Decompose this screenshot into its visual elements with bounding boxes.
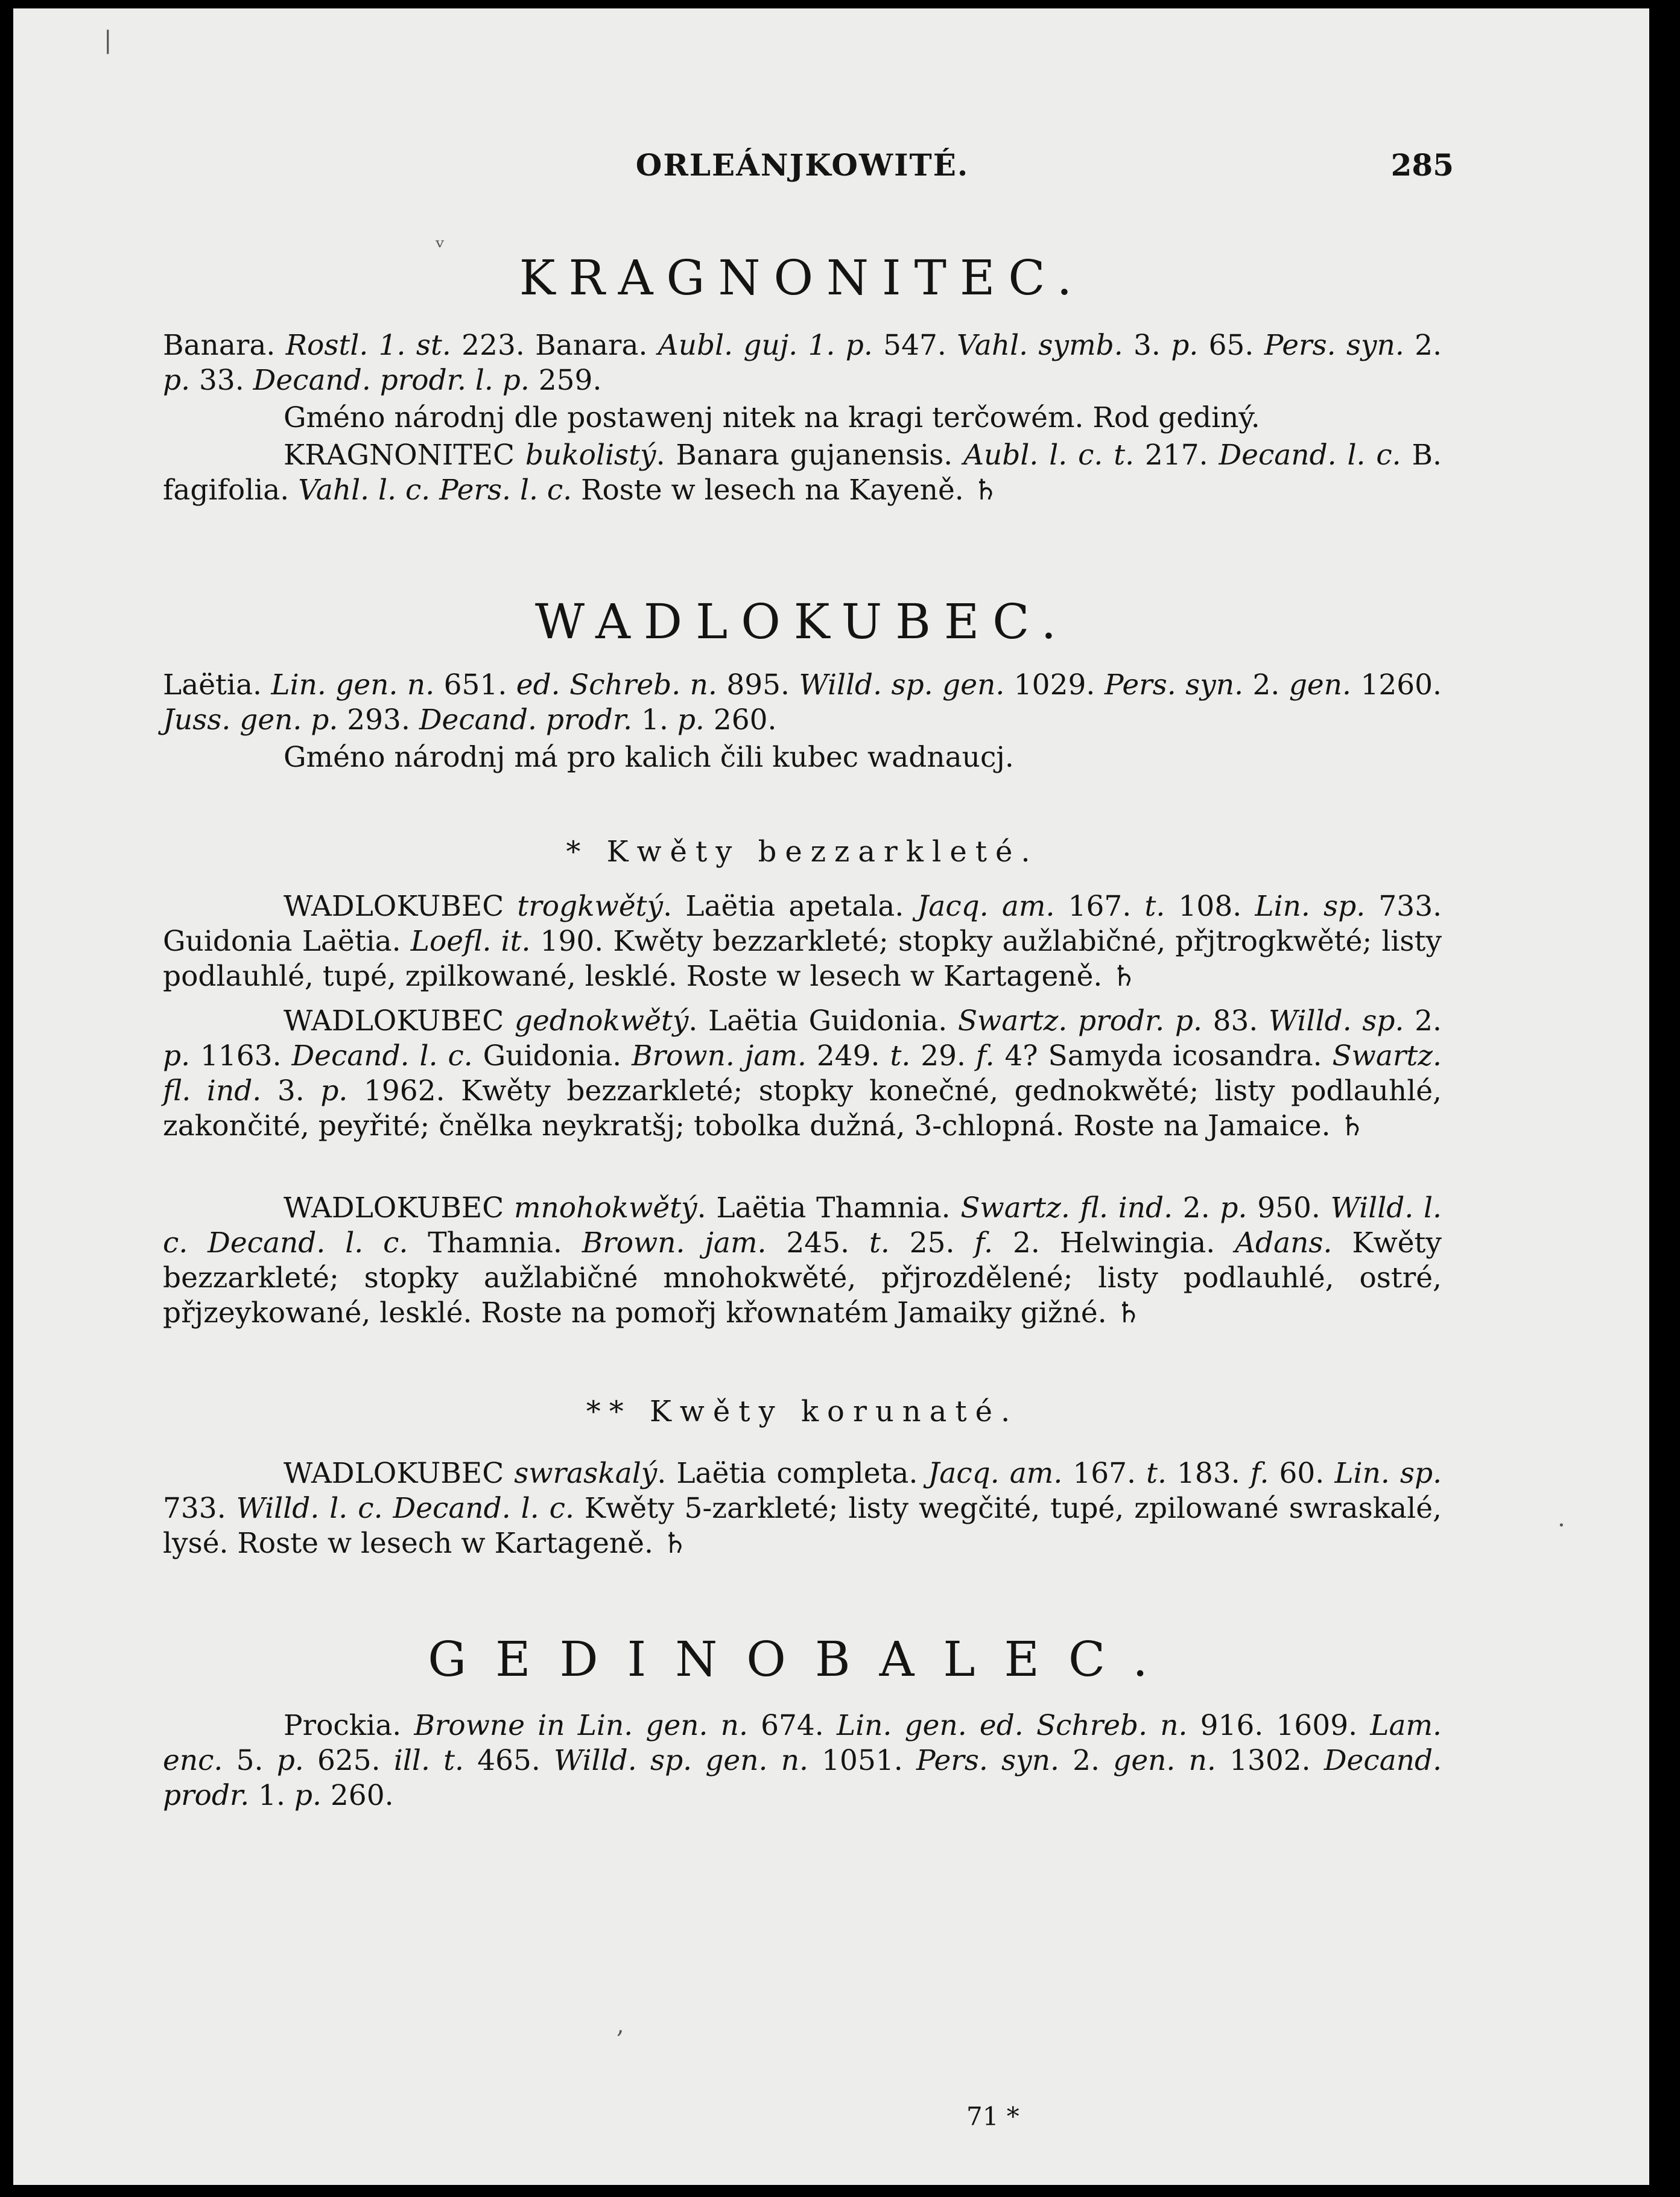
species-entry: WADLOKUBEC swraskalý. Laëtia completa. Jacq. am. 167. t. 183. f. 60. Lin. sp. 733. Willd. l. c. Decand. l. c. Kwěty 5-zarkleté; listy wegčité, tupé, zpilowané swraskalé, lysé. Roste w lesech w Kartageně. ♄ — [163, 1457, 1442, 1560]
signature-mark: 71 * — [966, 2102, 1019, 2131]
running-head: ORLEÁNJKOWITÉ. — [635, 147, 969, 183]
species-entry: WADLOKUBEC trogkwětý. Laëtia apetala. Jacq. am. 167. t. 108. Lin. sp. 733. Guidonia Laëtia. Loefl. it. 190. Kwěty bezzarkleté; stopky aužlabičné, přjtrogkwěté; listy podlauhlé, tupé, zpilkowané, lesklé. Roste w lesech w Kartageně. ♄ — [163, 890, 1442, 993]
page-header — [163, 147, 1454, 195]
page-number: 285 — [1390, 147, 1454, 183]
paragraph: Gméno národnj má pro kalich čili kubec wadnaucj. — [284, 741, 1014, 774]
paragraph: Prockia. Browne in Lin. gen. n. 674. Lin. gen. ed. Schreb. n. 916. 1609. Lam. enc. 5. p. 625. ill. t. 465. Willd. sp. gen. n. 1051. Pers. syn. 2. gen. n. 1302. Decand. prodr. 1. p. 260. — [163, 1709, 1442, 1812]
subsection-title: * Kwěty bezzarkleté. — [566, 835, 1039, 869]
paragraph: Laëtia. Lin. gen. n. 651. ed. Schreb. n. 895. Willd. sp. gen. 1029. Pers. syn. 2. gen. 1260. Juss. gen. p. 293. Decand. prodr. 1. p. 260. — [163, 668, 1442, 737]
species-entry: WADLOKUBEC mnohokwětý. Laëtia Thamnia. Swartz. fl. ind. 2. p. 950. Willd. l. c. Decand. l. c. Thamnia. Brown. jam. 245. t. 25. f. 2. Helwingia. Adans. Kwěty bezzarkleté; stopky aužlabičné mnohokwěté, přjrozdělené; listy podlauhlé, ostré, přjzeykowané, lesklé. Roste na pomořj křownatém Jamaiky gižné. ♄ — [163, 1191, 1442, 1330]
genus-title-wadlokubec: WADLOKUBEC. — [534, 594, 1070, 650]
book-page: ORLEÁNJKOWITÉ. 285 KRAGNONITEC. Banara. Rostl. 1. st. 223. Banara. Aubl. guj. 1. p. 547. Vahl. symb. 3. p. 65. Pers. syn. 2. p. 33. Decand. prodr. l. p. 259. Gméno národnj dle postawenj nitek na kragi terčowém. Rod gediný. KRAGNONITEC bukolistý. Banara gujanensis. Aubl. l. c. t. 217. Decand. l. c. B. fagifolia. Vahl. l. c. Pers. l. c. Roste w lesech na Kayeně. ♄ WADLOKUBEC. Laëtia. Lin. gen. n. 651. ed. Schreb. n. 895. Willd. sp. gen. 1029. Pers. syn. 2. gen. 1260. Juss. gen. p. 293. Decand. prodr. 1. p. 260. Gméno národnj má pro kalich čili kubec wadnaucj. * Kwěty bezzarkleté. WADLOKUBEC trogkwětý. Laëtia apetala. Jacq. am. 167. t. 108. Lin. sp. 733. Guidonia Laëtia. Loefl. it. 190. Kwěty bezzarkleté; stopky aužlabičné, přjtrogkwěté; listy podlauhlé, tupé, zpilkowané, lesklé. Roste w lesech w Kartageně. ♄ WADLOKUBEC gednokwětý. Laëtia Guidonia. Swartz. prodr. p. 83. Willd. sp. 2. p. 1163. Decand. l. c. Guidonia. Brown. jam. 249. t. 29. f. 4? Samyda icosandra. Swartz. fl. ind. 3. p. 1962. Kwěty bezzarkleté; stopky konečné, gednokwěté; listy podlauhlé, zakončité, peyřité; čnělka neykratšj; tobolka dužná, 3-chlopná. Roste na Jamaice. ♄ WADLOKUBEC mnohokwětý. Laëtia Thamnia. Swartz. fl. ind. 2. p. 950. Willd. l. c. Decand. l. c. Thamnia. Brown. jam. 245. t. 25. f. 2. Helwingia. Adans. Kwěty bezzarkleté; stopky aužlabičné mnohokwěté, přjrozdělené; listy podlauhlé, ostré, přjzeykowané, lesklé. Roste na pomořj křownatém Jamaiky gižné. ♄ ** Kwěty korunaté. WADLOKUBEC swraskalý. Laëtia completa. Jacq. am. 167. t. 183. f. 60. Lin. sp. 733. Willd. l. c. Decand. l. c. Kwěty 5-zarkleté; listy wegčité, tupé, zpilowané swraskalé, lysé. Roste w lesech w Kartageně. ♄ GEDINOBALEC. Prockia. Browne in Lin. gen. n. 674. Lin. gen. ed. Schreb. n. 916. 1609. Lam. enc. 5. p. 625. ill. t. 465. Willd. sp. gen. n. 1051. Pers. syn. 2. gen. n. 1302. Decand. prodr. 1. p. 260. 71 * | ᵥ . , — [13, 8, 1649, 2185]
species-entry: WADLOKUBEC gednokwětý. Laëtia Guidonia. Swartz. prodr. p. 83. Willd. sp. 2. p. 1163. Decand. l. c. Guidonia. Brown. jam. 249. t. 29. f. 4? Samyda icosandra. Swartz. fl. ind. 3. p. 1962. Kwěty bezzarkleté; stopky konečné, gednokwěté; listy podlauhlé, zakončité, peyřité; čnělka neykratšj; tobolka dužná, 3-chlopná. Roste na Jamaice. ♄ — [163, 1004, 1442, 1143]
paragraph: Gméno národnj dle postawenj nitek na kragi terčowém. Rod gediný. — [284, 401, 1260, 434]
subsection-title: ** Kwěty korunaté. — [586, 1395, 1019, 1428]
paragraph: KRAGNONITEC bukolistý. Banara gujanensis. Aubl. l. c. t. 217. Decand. l. c. B. fagifolia. Vahl. l. c. Pers. l. c. Roste w lesech na Kayeně. ♄ — [163, 439, 1442, 507]
paragraph: Banara. Rostl. 1. st. 223. Banara. Aubl. guj. 1. p. 547. Vahl. symb. 3. p. 65. Pers. syn. 2. p. 33. Decand. prodr. l. p. 259. — [163, 329, 1442, 397]
genus-title-kragnonitec: KRAGNONITEC. — [519, 250, 1086, 306]
genus-title-gedinobalec: GEDINOBALEC. — [428, 1631, 1177, 1687]
